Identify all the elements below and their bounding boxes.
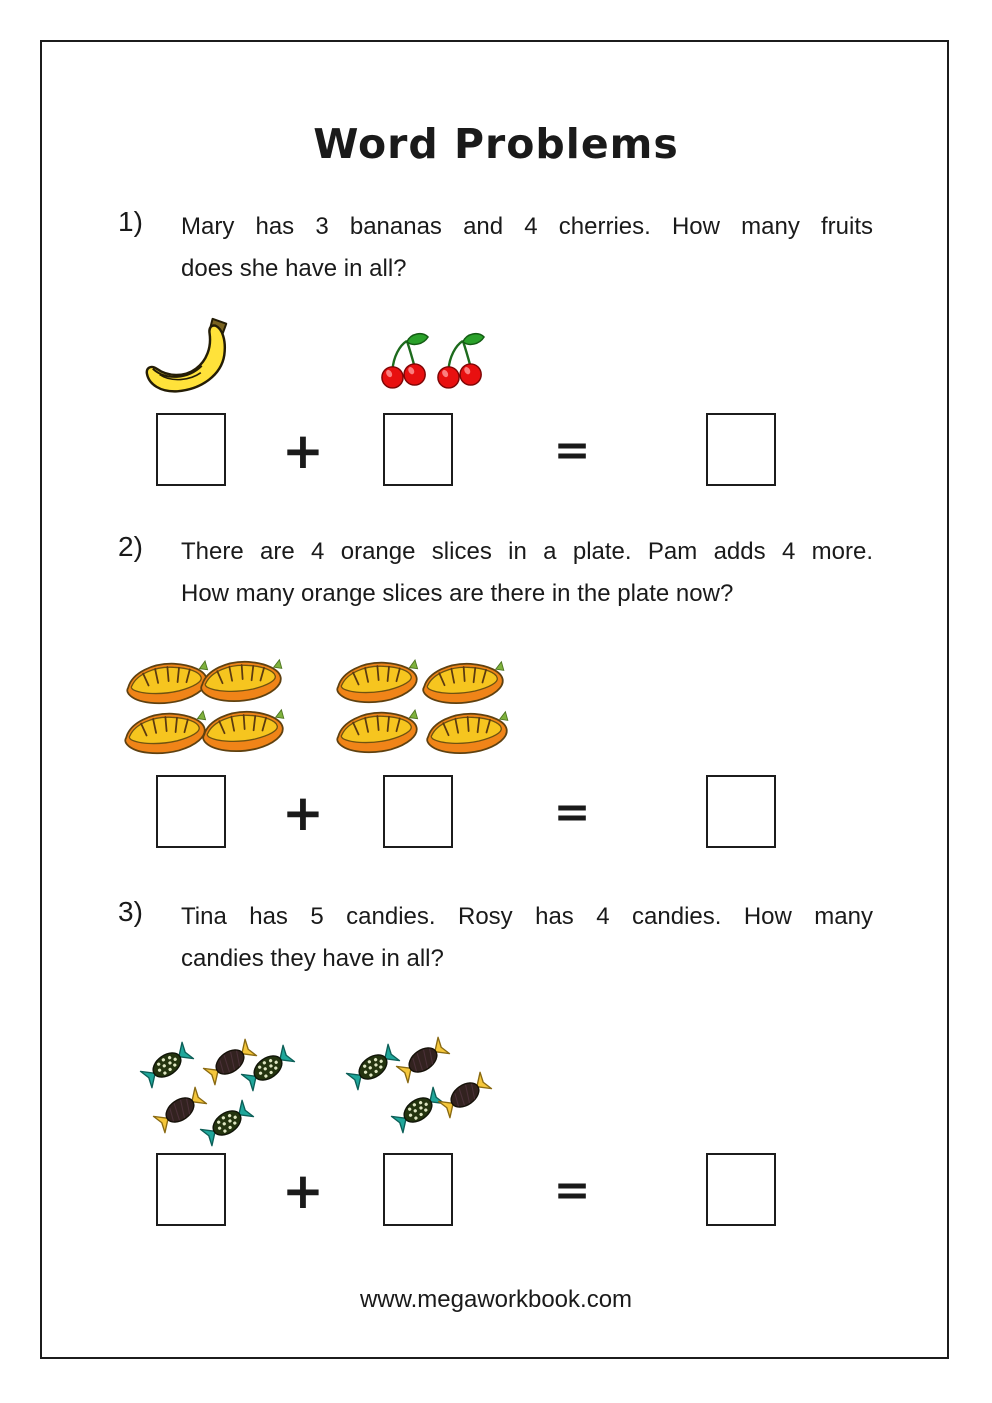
cherry-pair-icon [436,330,486,394]
problem-3-text [181,896,873,980]
answer-box-2-addend-2[interactable] [383,775,453,848]
page-title: Word Problems [313,120,679,168]
answer-box-2-sum[interactable] [706,775,776,848]
website-footer: www.megaworkbook.com [359,1286,633,1313]
equals-sign: = [553,425,591,476]
problem-3-number: 3) [118,896,143,927]
answer-box-2-addend-1[interactable] [156,775,226,848]
problem-1-line-1: Mary has 3 bananas and 4 cherries. How many fruits [181,213,873,240]
problem-2-line-1: There are 4 orange slices in a plate. Pam adds 4 more. [181,538,873,565]
answer-box-1-sum[interactable] [706,413,776,486]
problem-1-text [181,206,873,290]
orange-slice-icon [332,705,422,758]
cherry-pair-icon [380,330,430,394]
answer-box-1-addend-2[interactable] [383,413,453,486]
problem-2-number: 2) [118,531,143,562]
plus-sign: + [282,784,324,842]
problem-3-line-2: candies they have in all? [181,945,444,972]
orange-slice-icon [419,657,508,709]
answer-box-3-addend-1[interactable] [156,1153,226,1226]
plus-sign: + [282,422,324,480]
orange-slice-icon [332,655,422,708]
problem-2-text [181,531,873,615]
plus-sign: + [282,1162,324,1220]
equals-sign: = [553,1165,591,1216]
banana-bunch-icon [144,312,238,404]
problem-2-line-2: How many orange slices are there in the plate now? [181,580,734,607]
problem-1-number: 1) [118,206,143,237]
problem-3-line-1: Tina has 5 candies. Rosy has 4 candies. How many [181,903,873,930]
orange-slice-icon [120,706,210,759]
answer-box-1-addend-1[interactable] [156,413,226,486]
orange-slice-icon [423,707,512,759]
problem-1-line-2: does she have in all? [181,255,407,282]
answer-box-3-sum[interactable] [706,1153,776,1226]
equals-sign: = [553,787,591,838]
answer-box-3-addend-2[interactable] [383,1153,453,1226]
orange-slice-icon [197,655,286,707]
orange-slice-icon [199,705,288,757]
